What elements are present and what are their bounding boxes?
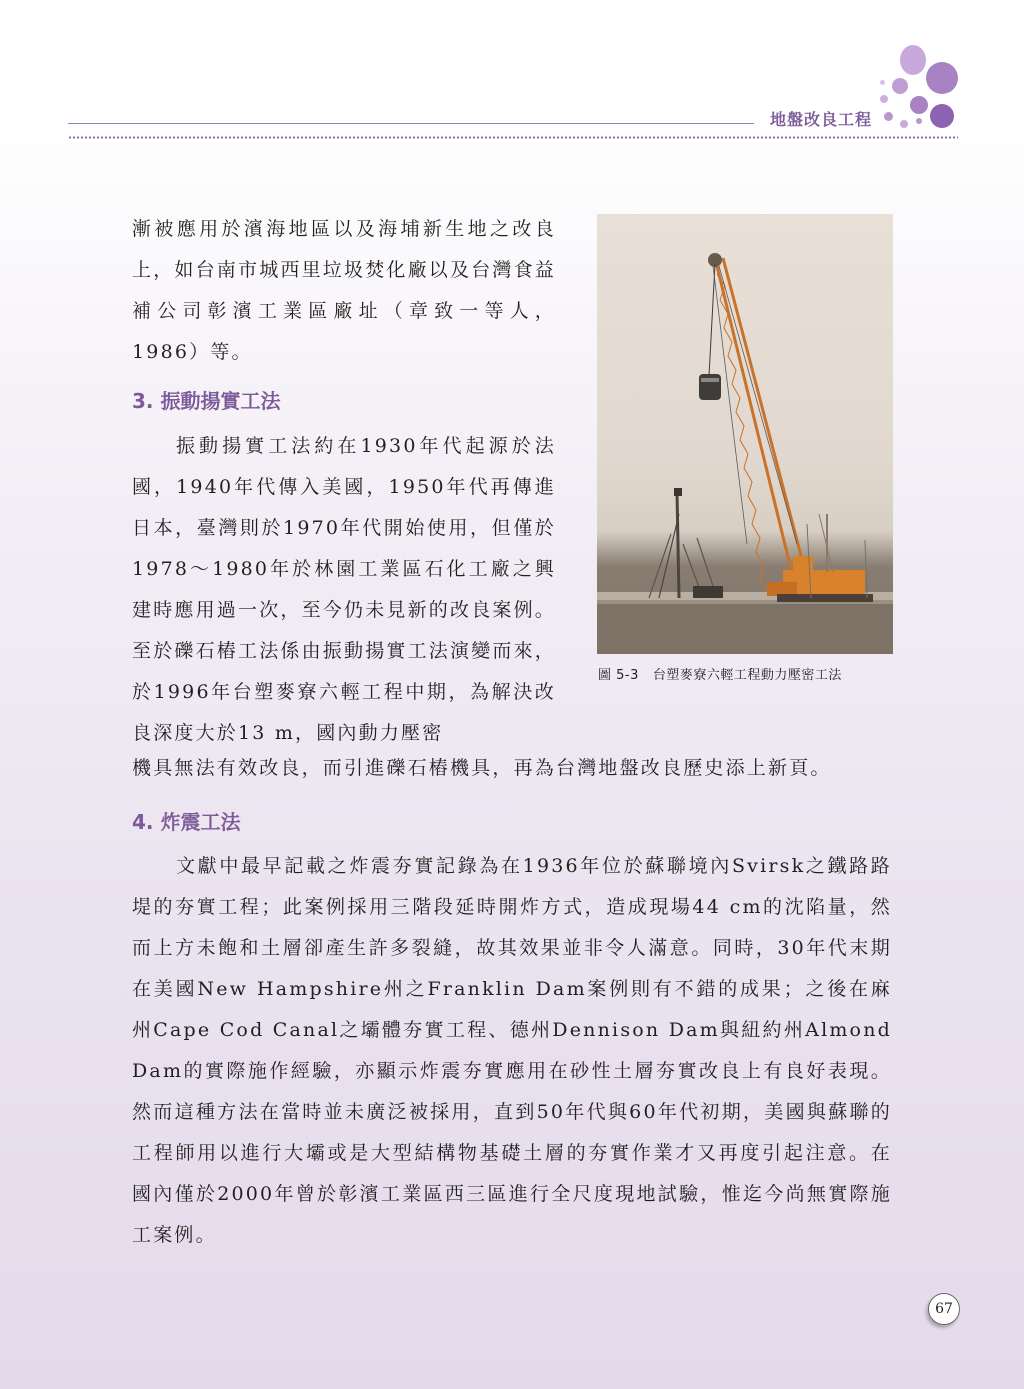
section-4-paragraph: 文獻中最早記載之炸震夯實記錄為在1936年位於蘇聯境內Svirsk之鐵路路堤的夯實工程；此案例採用三階段延時開炸方式，造成現場44 cm的沈陷量，然而上方未飽和土層卻產生許多裂縫，故其效果並非令人滿意。同時，30年代末期在美國New Hampshire州之Franklin Dam案例則有不錯的成果；之後在麻州Cape Cod Canal之壩體夯實工程、德州Dennison Dam與紐約州Almond Dam的實際施作經驗，亦顯示炸震夯實應用在砂性土層夯實改良上有良好表現。然而這種方法在當時並未廣泛被採用，直到50年代與60年代初期，美國與蘇聯的工程師用以進行大壩或是大型結構物基礎土層的夯實作業才又再度引起注意。在國內僅於2000年曾於彰濱工業區西三區進行全尺度現地試驗，惟迄今尚無實際施工案例。 [132,855,892,1246]
decor-dot [910,96,928,114]
section-3-heading: 3. 振動揚實工法 [132,389,281,413]
decor-dot [884,112,893,121]
decor-dot [930,104,954,128]
header-dotted-rule [68,136,958,139]
decor-dot [900,120,908,128]
decor-dot [916,118,922,124]
section-3-paragraph-continued: 機具無法有效改良，而引進礫石樁機具，再為台灣地盤改良歷史添上新頁。 [132,757,832,779]
crane-illustration [597,214,893,654]
section-3-paragraph: 振動揚實工法約在1930年代起源於法國，1940年代傳入美國，1950年代再傳進日本，臺灣則於1970年代開始使用，但僅於1978～1980年於林園工業區石化工廠之興建時應用過一次，至今仍未見新的改良案例。至於礫石樁工法係由振動揚實工法演變而來，於1996年台塑麥寮六輕工程中期，為解決改良深度大於13 m，國內動力壓密 [132,435,557,744]
decor-dot [880,80,885,85]
figure-caption [598,664,842,683]
figure-crane-photo [597,214,893,654]
section-4-heading: 4. 炸震工法 [132,810,241,834]
decor-dot [900,45,926,75]
decor-dot [892,78,908,94]
header-rule [68,123,754,124]
decor-dot [880,95,888,103]
page-number: 67 [928,1293,960,1325]
decor-dot [926,62,958,94]
running-header-title: 地盤改良工程 [770,110,873,129]
figure-caption-text: 台塑麥寮六輕工程動力壓密工法 [652,668,842,683]
intro-paragraph: 漸被應用於濱海地區以及海埔新生地之改良上，如台南市城西里垃圾焚化廠以及台灣食益補公司彰濱工業區廠址（章致一等人，1986）等。 [132,218,557,363]
figure-label: 圖 5-3 [598,668,639,683]
